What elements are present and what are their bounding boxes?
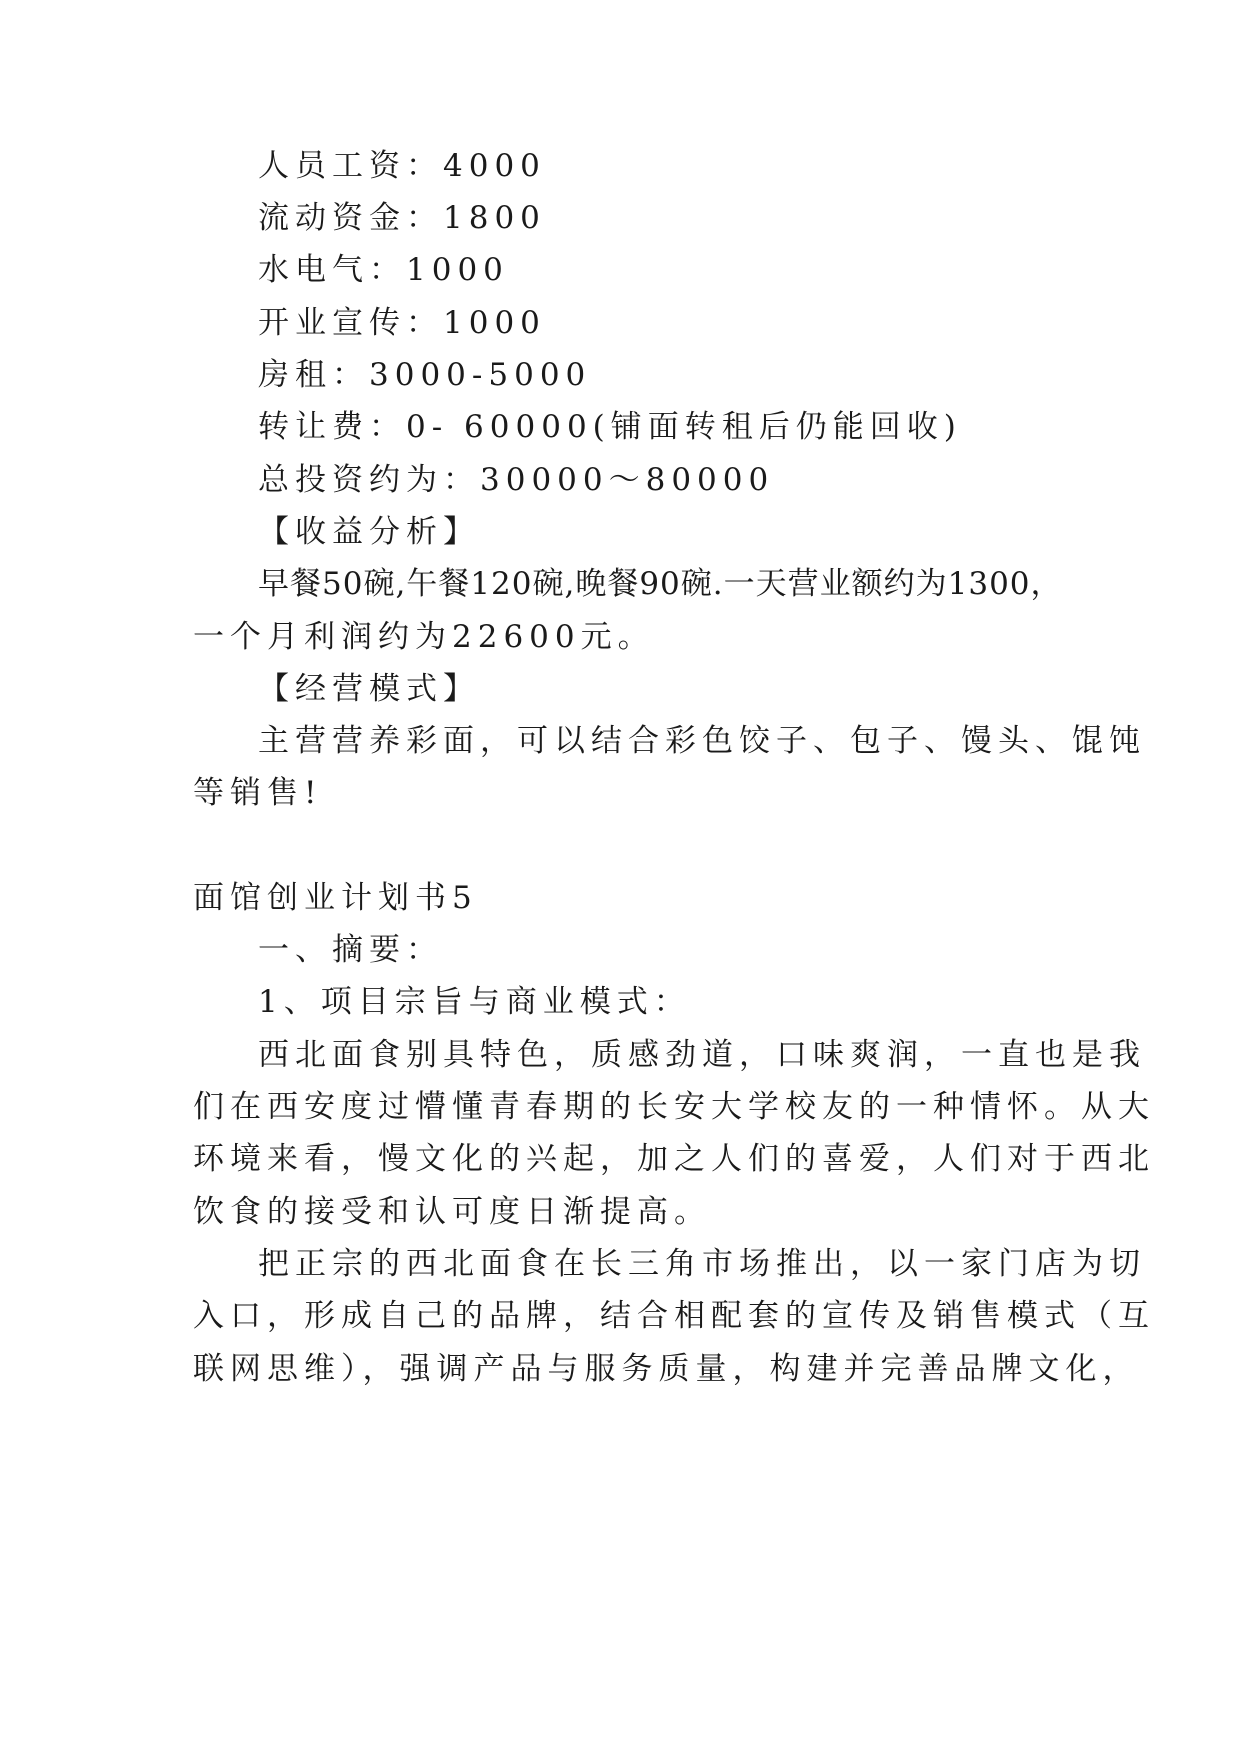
section-heading: 1、项目宗旨与商业模式： <box>258 984 691 1020</box>
paragraph-line: 西北面食别具特色，质感劲道，口味爽润，一直也是我 <box>258 1037 1146 1073</box>
cost-line-working-capital: 流动资金：1800 <box>258 200 546 236</box>
summary-heading: 一、摘要： <box>258 932 443 968</box>
mode-heading: 【经营模式】 <box>258 671 480 707</box>
cost-line-salary: 人员工资：4000 <box>258 148 546 184</box>
paragraph-line: 饮食的接受和认可度日渐提高。 <box>193 1194 711 1230</box>
cost-line-promotion: 开业宣传：1000 <box>258 305 546 341</box>
mode-text-line: 主营营养彩面，可以结合彩色饺子、包子、馒头、馄饨 <box>258 723 1146 759</box>
cost-line-transfer-fee: 转让费：0- 60000(铺面转租后仍能回收) <box>258 409 962 445</box>
paragraph-line: 们在西安度过懵懂青春期的长安大学校友的一种情怀。从大 <box>193 1089 1155 1125</box>
revenue-heading: 【收益分析】 <box>258 514 480 550</box>
paragraph-line: 联网思维），强调产品与服务质量，构建并完善品牌文化， <box>193 1351 1140 1387</box>
paragraph-line: 环境来看，慢文化的兴起，加之人们的喜爱，人们对于西北 <box>193 1141 1155 1177</box>
cost-line-total: 总投资约为：30000～80000 <box>258 462 775 498</box>
plan5-title: 面馆创业计划书5 <box>193 880 478 916</box>
cost-line-utilities: 水电气：1000 <box>258 252 509 288</box>
cost-line-rent: 房租：3000-5000 <box>258 357 592 393</box>
paragraph-line: 入口，形成自己的品牌，结合相配套的宣传及销售模式（互 <box>193 1298 1155 1334</box>
revenue-text-line: 早餐50碗,午餐120碗,晚餐90碗.一天营业额约为1300， <box>258 566 1063 602</box>
mode-text-line: 等销售! <box>193 775 323 811</box>
revenue-text-line: 一个月利润约为22600元。 <box>193 619 655 655</box>
paragraph-line: 把正宗的西北面食在长三角市场推出，以一家门店为切 <box>258 1246 1146 1282</box>
